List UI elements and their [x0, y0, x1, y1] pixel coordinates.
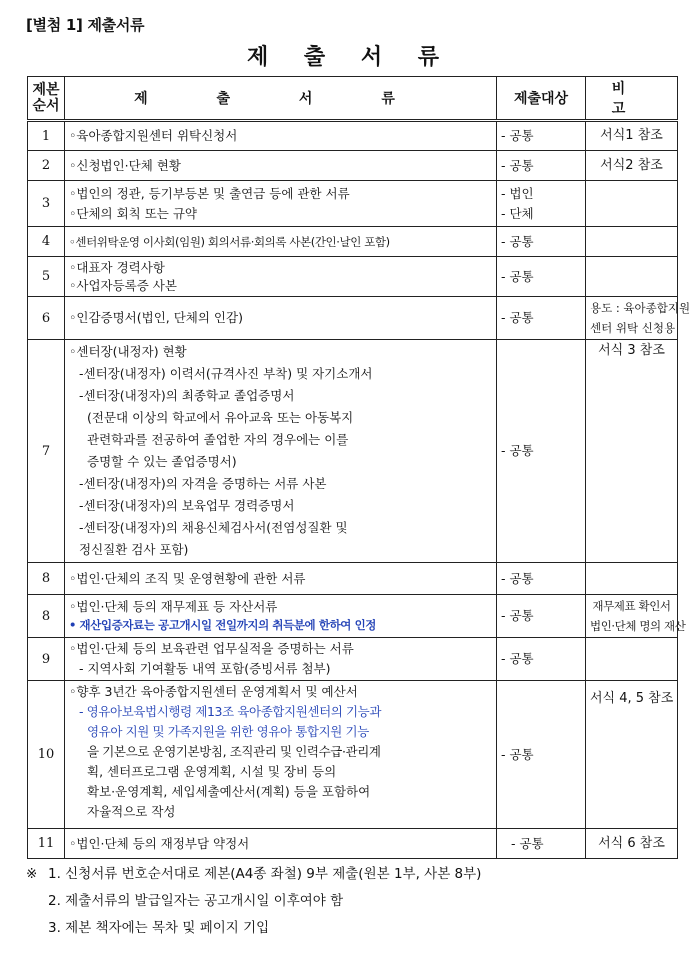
target: - 공통: [497, 257, 586, 297]
row-number: 11: [28, 829, 65, 859]
table-row: [28, 257, 678, 297]
document-name: ◦대표자 경력사항 ◦사업자등록증 사본: [65, 257, 497, 297]
note-text: 1. 신청서류 번호순서대로 제본(A4종 좌철) 9부 제출(원본 1부, 사본 8부): [48, 866, 482, 882]
table-row: [28, 227, 678, 257]
header-remarks: 비 고: [586, 77, 678, 121]
remarks: [586, 638, 678, 681]
document-name: ◦육아종합지원센터 위탁신청서: [65, 121, 497, 151]
document-name: ◦향후 3년간 육아종합지원센터 운영계획서 및 예산서 - 영유아보육법시행령 제13조 육아종합지원센터의 기능과 영유아 지원 및 가족지원을 위한 영유아 통합지원 기능 을 기본으로 운영기본방침, 조직관리 및 인력수급·관리계 획, 센터프로그램 운영계획, 시설 및 장비 등의 확보·운영계획, 세입세출예산서(계획) 등을 포함하여 자율적으로 작성: [65, 681, 497, 829]
documents-table: [27, 76, 691, 859]
table-row: [28, 563, 678, 595]
remarks: 서식 3 참조: [586, 340, 678, 563]
document-name: ◦센터장(내정자) 현황 -센터장(내정자) 이력서(규격사진 부착) 및 자기소개서 -센터장(내정자)의 최종학교 졸업증명서 (전문대 이상의 학교에서 유아교육 또는 아동복지 관련학과를 전공하여 졸업한 자의 경우에는 이를 증명할 수 있는 졸업증명서) -센터장(내정자)의 자격을 증명하는 서류 사본 -센터장(내정자)의 보육업무 경력증명서 -센터장(내정자)의 채용신체검사서(전염성질환 및 정신질환 검사 포함): [65, 340, 497, 563]
table-row: [28, 181, 678, 227]
attachment-label: [별첨 1] 제출서류: [26, 16, 145, 34]
table-row: [28, 595, 678, 638]
document-title: 제 출 서 류: [247, 44, 453, 70]
header-target: 제출대상: [497, 77, 586, 121]
remarks: 서식1 참조: [586, 121, 678, 151]
table-row: [28, 151, 678, 181]
row-number: 8: [28, 595, 65, 638]
target: - 공통: [497, 340, 586, 563]
table-row: [28, 681, 678, 829]
table-row: [28, 340, 678, 563]
row-number: 7: [28, 340, 65, 563]
row-number: 3: [28, 181, 65, 227]
target: - 공통: [497, 121, 586, 151]
document-name: ◦법인의 정관, 등기부등본 및 출연금 등에 관한 서류 ◦단체의 회칙 또는 규약: [65, 181, 497, 227]
header-documents: 제 출 서 류: [65, 77, 497, 121]
target: - 공통: [497, 297, 586, 340]
row-number: 1: [28, 121, 65, 151]
row-number: 2: [28, 151, 65, 181]
target: - 공통: [497, 681, 586, 829]
target: - 법인 - 단체: [497, 181, 586, 227]
note-1: [26, 862, 481, 882]
row-number: 8: [28, 563, 65, 595]
target: - 공통: [497, 151, 586, 181]
table-row: [28, 297, 678, 340]
document-name: ◦신청법인·단체 현황: [65, 151, 497, 181]
document-name: ◦법인·단체 등의 재정부담 약정서: [65, 829, 497, 859]
remarks: [586, 181, 678, 227]
note-3: [48, 916, 269, 936]
table-row: [28, 121, 678, 151]
target: - 공통: [497, 638, 586, 681]
document-name: ◦법인·단체 등의 보육관련 업무실적을 증명하는 서류 - 지역사회 기여활동 내역 포함(증빙서류 첨부): [65, 638, 497, 681]
target: - 공통: [497, 227, 586, 257]
document-name: ◦법인·단체의 조직 및 운영현황에 관한 서류: [65, 563, 497, 595]
note-text: 3. 제본 책자에는 목차 및 페이지 기입: [48, 920, 270, 936]
row-number: 10: [28, 681, 65, 829]
remarks: 서식 4, 5 참조: [586, 681, 678, 829]
header-order-label: 제본 순서: [32, 82, 60, 114]
document-name: ◦법인·단체 등의 재무제표 등 자산서류 • 재산입증자료는 공고개시일 전일까지의 취득분에 한하여 인정: [65, 595, 497, 638]
remarks: [586, 563, 678, 595]
target: - 공통: [497, 563, 586, 595]
target: - 공통: [497, 595, 586, 638]
row-number: 4: [28, 227, 65, 257]
remarks: [586, 257, 678, 297]
note-mark: ※: [26, 866, 38, 882]
row-number: 9: [28, 638, 65, 681]
row-number: 5: [28, 257, 65, 297]
note-text: 2. 제출서류의 발급일자는 공고개시일 이후여야 함: [48, 893, 344, 909]
document-name: ◦센터위탁운영 이사회(임원) 회의서류·회의록 사본(간인·날인 포함): [65, 227, 497, 257]
header-order: [28, 77, 65, 121]
header-row: [28, 77, 678, 121]
remarks: 서식2 참조: [586, 151, 678, 181]
document-name: ◦인감증명서(법인, 단체의 인감): [65, 297, 497, 340]
remarks: 용도 : 육아종합지원 센터 위탁 신청용: [586, 297, 678, 340]
remarks: 재무제표 확인서 법인·단체 명의 재산: [586, 595, 678, 638]
remarks: [586, 227, 678, 257]
table-row: [28, 638, 678, 681]
table-row: [28, 829, 678, 859]
target: - 공통: [497, 829, 586, 859]
remarks: 서식 6 참조: [586, 829, 678, 859]
row-number: 6: [28, 297, 65, 340]
note-2: [48, 889, 343, 909]
